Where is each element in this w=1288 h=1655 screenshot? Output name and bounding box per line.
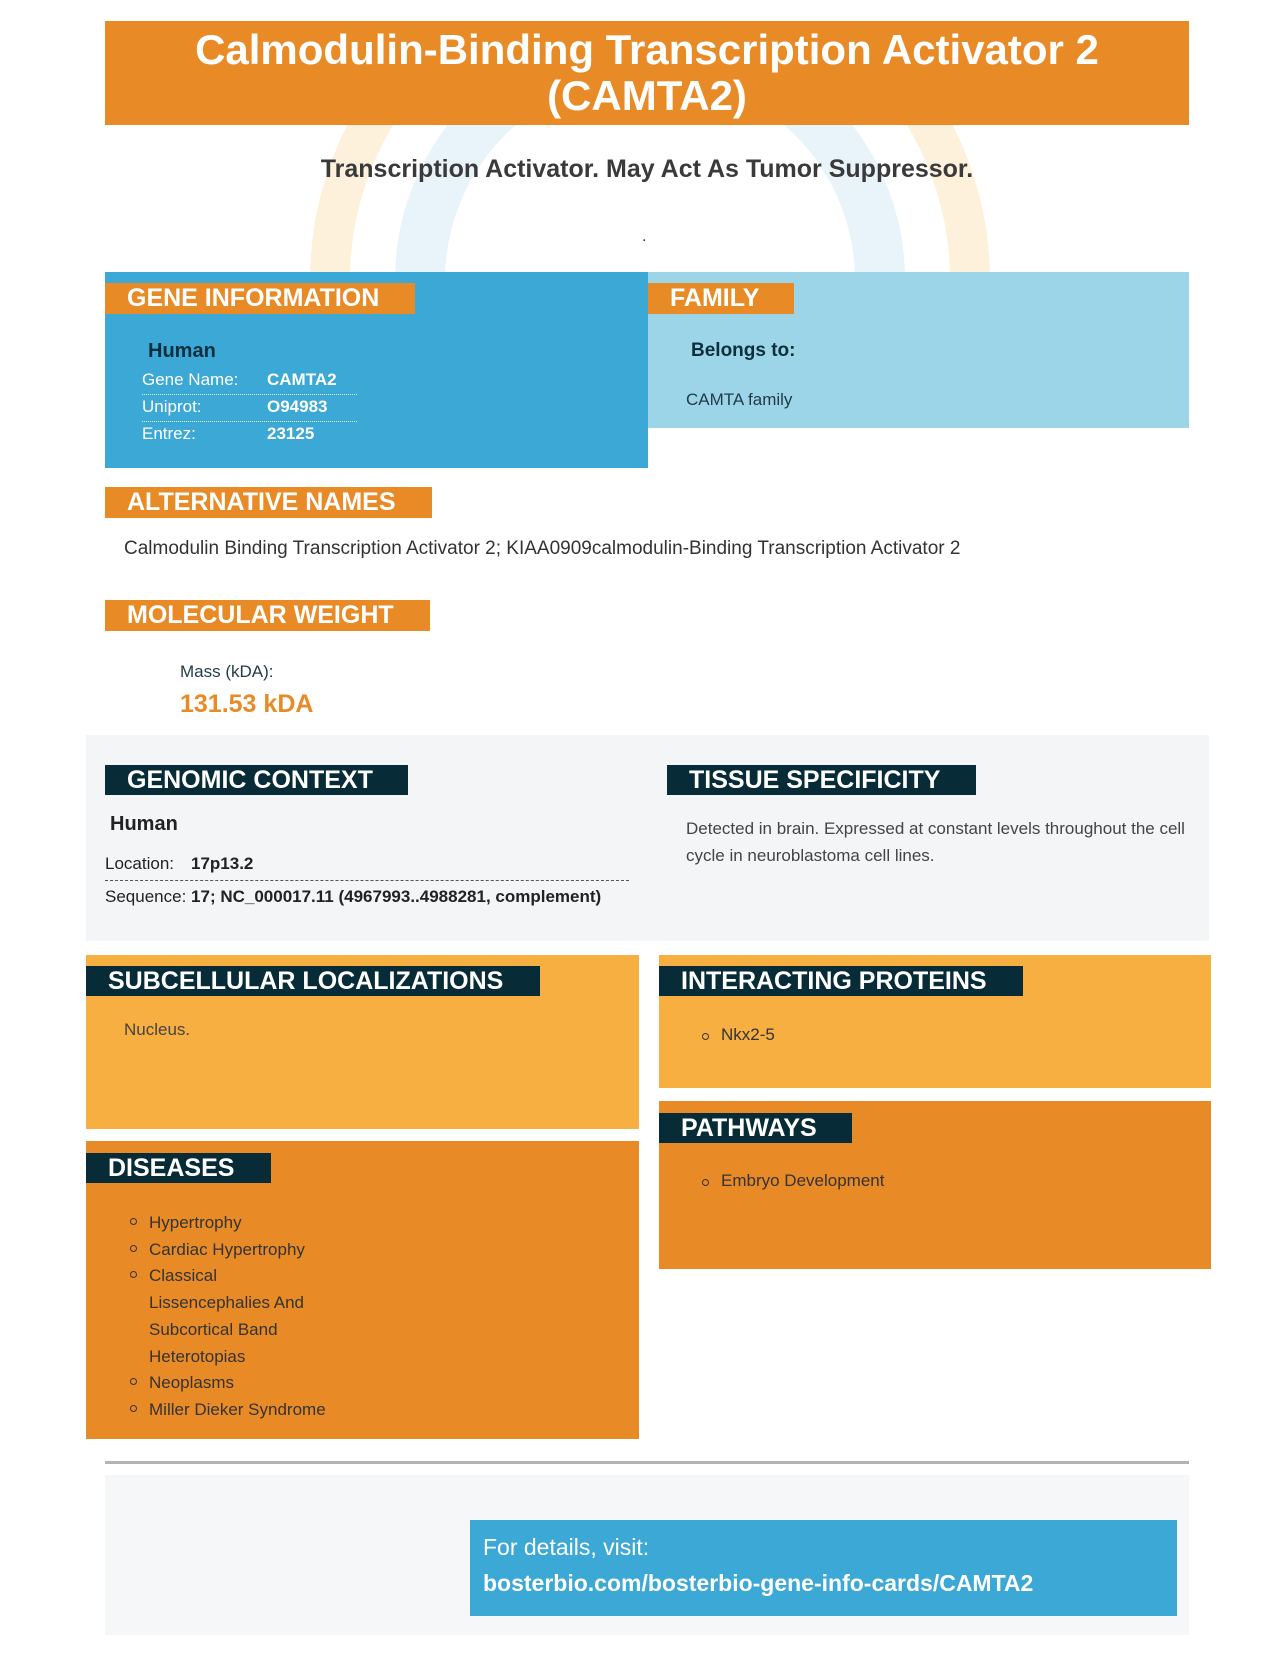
entrez-value: 23125 xyxy=(267,424,315,443)
family-heading: FAMILY xyxy=(648,283,794,314)
alternative-names-text: Calmodulin Binding Transcription Activator 2; KIAA0909calmodulin-Binding Transcription Activator 2 xyxy=(124,538,961,559)
details-url-link[interactable]: bosterbio.com/bosterbio-gene-info-cards/CAMTA2 xyxy=(483,1570,1034,1596)
diseases-heading: DISEASES xyxy=(86,1153,271,1183)
location-row xyxy=(105,852,629,881)
location-value: 17p13.2 xyxy=(191,854,254,873)
footer-divider xyxy=(105,1461,1189,1464)
list-item: Embryo Development xyxy=(697,1171,884,1191)
watermark-logo xyxy=(300,120,1000,280)
molecular-weight-heading: MOLECULAR WEIGHT xyxy=(105,600,430,631)
entrez-label: Entrez: xyxy=(142,424,196,443)
mass-value: 131.53 kDA xyxy=(180,690,314,718)
page-subtitle: Transcription Activator. May Act As Tumor Suppressor. xyxy=(320,155,974,183)
tissue-specificity-heading: TISSUE SPECIFICITY xyxy=(667,765,976,795)
pathways-list xyxy=(697,1171,884,1191)
gene-name-row xyxy=(142,367,357,395)
interacting-heading: INTERACTING PROTEINS xyxy=(659,966,1023,996)
sequence-row xyxy=(105,887,665,913)
tissue-specificity-text: Detected in brain. Expressed at constant levels throughout the cell cycle in neuroblastoma cell lines. xyxy=(686,819,1185,865)
subcellular-heading: SUBCELLULAR LOCALIZATIONS xyxy=(86,966,540,996)
page-title: Calmodulin-Binding Transcription Activator 2 (CAMTA2) xyxy=(105,21,1189,125)
diseases-list xyxy=(125,1210,326,1424)
list-item: Miller Dieker Syndrome xyxy=(125,1397,315,1424)
list-item: Hypertrophy xyxy=(125,1210,315,1237)
mass-label: Mass (kDA): xyxy=(180,662,274,681)
uniprot-label: Uniprot: xyxy=(142,397,202,416)
sequence-value: 17; NC_000017.11 (4967993..4988281, complement) xyxy=(191,887,602,906)
pathways-heading: PATHWAYS xyxy=(659,1113,852,1143)
gene-name-value: CAMTA2 xyxy=(267,370,337,389)
details-label: For details, visit: xyxy=(483,1534,650,1560)
location-label: Location: xyxy=(105,854,174,873)
separator-dot: . xyxy=(642,228,647,245)
details-link-box[interactable] xyxy=(470,1520,1177,1616)
gene-name-label: Gene Name: xyxy=(142,370,239,389)
list-item: Classical Lissencephalies And Subcortical Band Heterotopias xyxy=(125,1263,315,1370)
entrez-row xyxy=(142,421,357,448)
sequence-label: Sequence: xyxy=(105,887,187,906)
list-item: Nkx2-5 xyxy=(697,1025,775,1045)
genomic-species: Human xyxy=(110,813,178,835)
genomic-context-heading: GENOMIC CONTEXT xyxy=(105,765,408,795)
uniprot-value: O94983 xyxy=(267,397,328,416)
interacting-list xyxy=(697,1025,775,1045)
uniprot-row xyxy=(142,394,357,422)
gene-information-heading: GENE INFORMATION xyxy=(105,283,415,314)
family-belongs-label: Belongs to: xyxy=(691,340,796,361)
list-item: Neoplasms xyxy=(125,1370,315,1397)
list-item: Cardiac Hypertrophy xyxy=(125,1237,315,1264)
gene-species: Human xyxy=(148,340,216,362)
alternative-names-heading: ALTERNATIVE NAMES xyxy=(105,487,432,518)
family-value: CAMTA family xyxy=(686,390,793,409)
subcellular-text: Nucleus. xyxy=(124,1020,191,1039)
